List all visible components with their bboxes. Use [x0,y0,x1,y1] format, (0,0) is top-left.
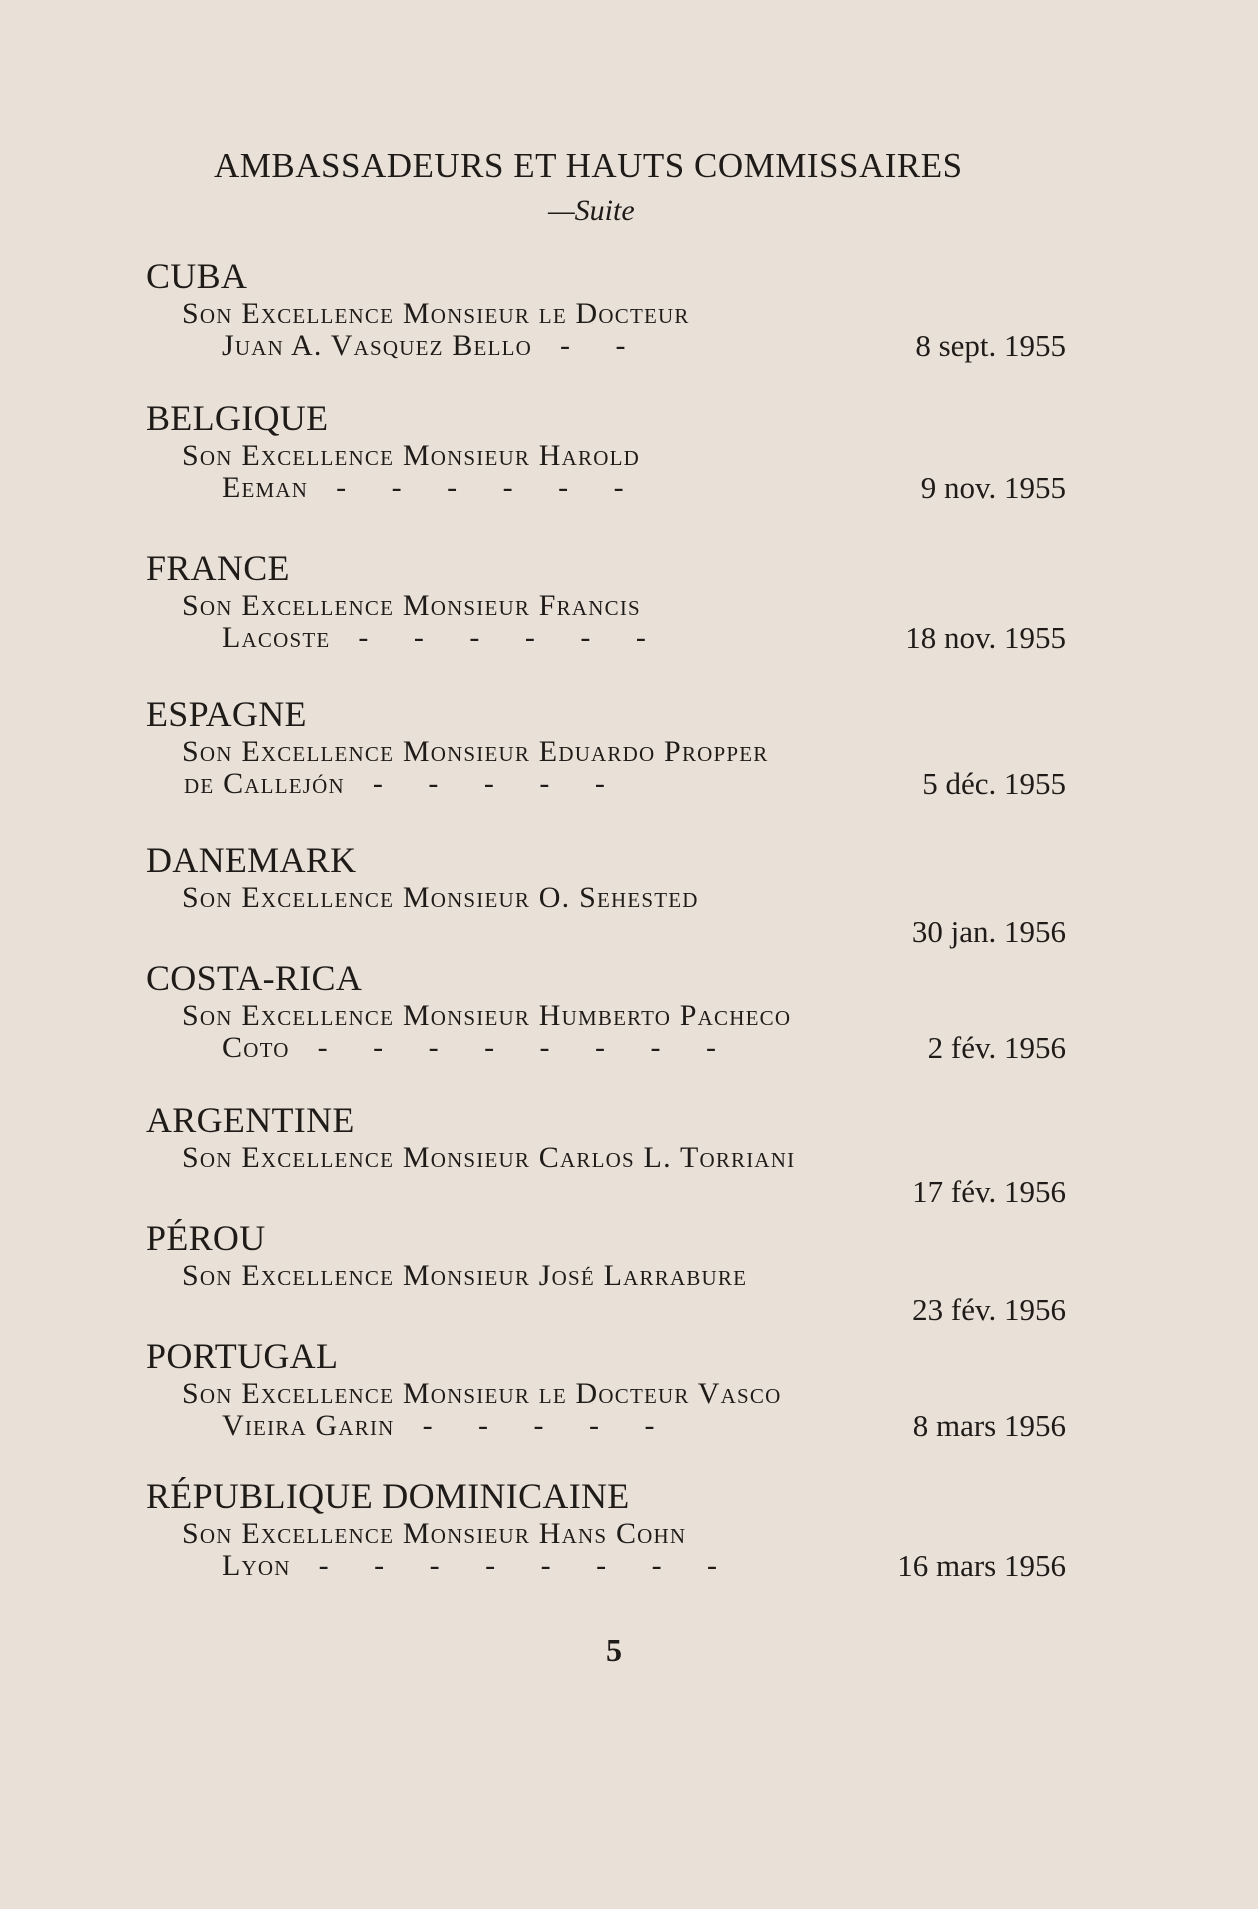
entry-argentine [146,1100,1066,1208]
envoy-name: Lacoste [222,621,331,654]
date-line [146,1174,1066,1208]
country-name: ARGENTINE [146,1100,355,1140]
envoy-line-2 [184,768,1066,800]
envoy-line-2 [222,1550,1066,1582]
entry-portugal [146,1336,1066,1442]
country-name: PORTUGAL [146,1336,339,1376]
accreditation-date: 23 fév. 1956 [912,1292,1066,1327]
envoy-line-2 [222,1032,1066,1064]
envoy-line-1: Son Excellence Monsieur Eduardo Propper [182,735,769,768]
country-name: PÉROU [146,1218,266,1258]
entry-danemark [146,840,1066,948]
country-name: COSTA-RICA [146,958,363,998]
envoy-line-2 [222,622,1066,654]
envoy-name: Lyon [222,1549,291,1582]
accreditation-date: 9 nov. 1955 [920,470,1066,505]
leader-dashes: - - - - - [422,1409,655,1442]
envoy-line-1: Son Excellence Monsieur Harold [182,439,640,472]
country-name: BELGIQUE [146,398,329,438]
accreditation-date: 8 sept. 1955 [915,328,1066,363]
envoy-name: Juan A. Vasquez Bello [222,329,532,362]
date-line [146,914,1066,948]
leader-dashes: - - [560,329,626,362]
entry-france [146,548,1066,654]
envoy-line-1: Son Excellence Monsieur Francis [182,589,641,622]
entry-perou [146,1218,1066,1326]
accreditation-date: 5 déc. 1955 [922,766,1066,801]
leader-dashes: - - - - - - - - [318,1549,718,1582]
entry-republique-dominicaine [146,1476,1066,1582]
accreditation-date: 30 jan. 1956 [911,914,1066,949]
accreditation-date: 18 nov. 1955 [905,620,1066,655]
envoy-name: Vieira Garin [222,1409,395,1442]
leader-dashes: - - - - - [372,767,605,800]
page-title: AMBASSADEURS ET HAUTS COMMISSAIRES [214,146,963,185]
envoy-line-1: Son Excellence Monsieur le Docteur [182,297,690,330]
leader-dashes: - - - - - - - - [317,1031,717,1064]
accreditation-date: 16 mars 1956 [897,1548,1066,1583]
envoy-line-1: Son Excellence Monsieur José Larrabure [182,1259,748,1292]
envoy-line-1: Son Excellence Monsieur le Docteur Vasco [182,1377,782,1410]
entry-espagne [146,694,1066,800]
country-name: ESPAGNE [146,694,307,734]
envoy-name: Eeman [222,471,309,504]
accreditation-date: 8 mars 1956 [912,1408,1066,1443]
entry-costa-rica [146,958,1066,1064]
country-name: DANEMARK [146,840,357,880]
entry-belgique [146,398,1066,504]
envoy-line-1: Son Excellence Monsieur Carlos L. Torriani [182,1141,796,1174]
envoy-line-2 [222,1410,1066,1442]
accreditation-date: 2 fév. 1956 [927,1030,1066,1065]
country-name: RÉPUBLIQUE DOMINICAINE [146,1476,630,1516]
country-name: CUBA [146,256,248,296]
envoy-name: de Callejón [184,767,345,800]
envoy-line-1: Son Excellence Monsieur O. Sehested [182,881,699,914]
page-number: 5 [606,1632,622,1668]
envoy-line-1: Son Excellence Monsieur Hans Cohn [182,1517,687,1550]
envoy-line-1: Son Excellence Monsieur Humberto Pacheco [182,999,792,1032]
envoy-line-2 [222,472,1066,504]
accreditation-date: 17 fév. 1956 [912,1174,1066,1209]
page-subtitle: —Suite [548,194,635,227]
date-line [146,1292,1066,1326]
envoy-name: Coto [222,1031,290,1064]
leader-dashes: - - - - - - [358,621,646,654]
leader-dashes: - - - - - - [336,471,624,504]
entry-cuba [146,256,1066,362]
envoy-line-2 [222,330,1066,362]
country-name: FRANCE [146,548,290,588]
